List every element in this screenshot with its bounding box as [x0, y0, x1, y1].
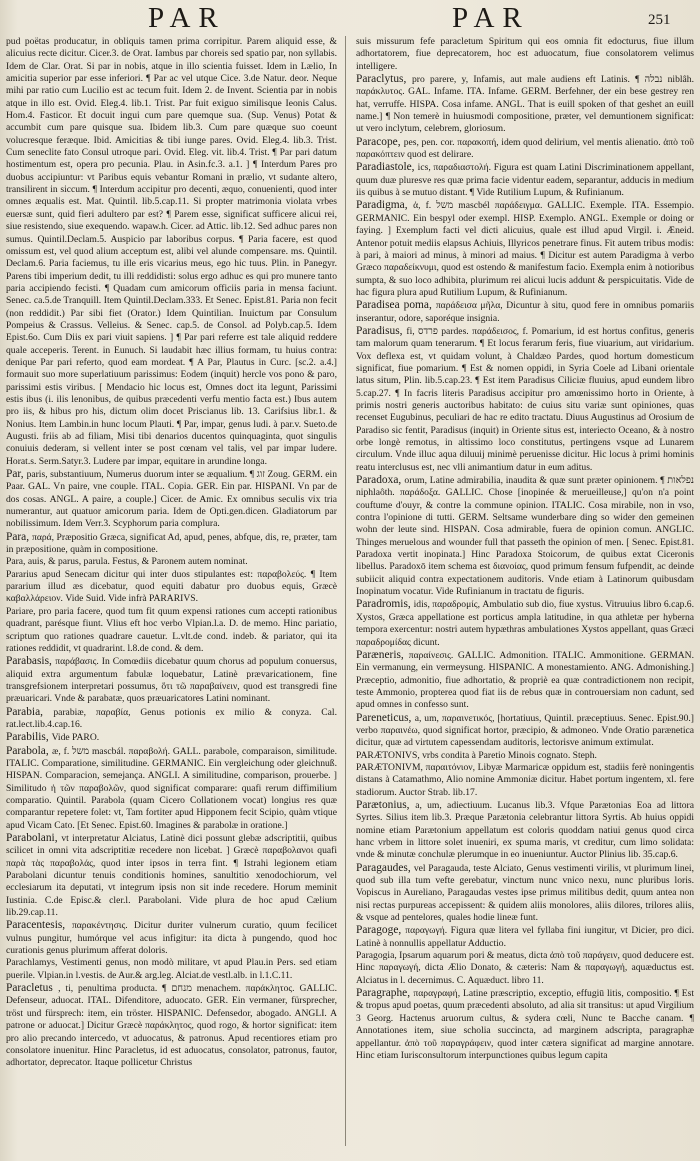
dictionary-entry	[356, 598, 694, 648]
entry-headword: Paragoge,	[356, 924, 406, 937]
entry-text: Para, auis, & parus, parula. Festus, & Paronem autem nominat.	[6, 556, 248, 568]
dictionary-entry	[6, 745, 337, 832]
entry-headword: Parabolani,	[6, 832, 62, 844]
entry-text: a, um, παραινετικός, [hortatiuus, Quintil. præceptiuus. Senec. Epist.90.] verbo παραινέω, quod significat hortor, præcipio, & admoneo. Vnde Oratio parænetica dicitur, quæ ad virtutem capessendam auditoris, lectorisve animum extimulat.	[356, 712, 694, 749]
entry-headword: Parabia,	[6, 705, 54, 718]
entry-text: Paragogia, Ipsarum aquarum pori & meatus, dicta ἀπὸ τοῦ παράγειν, quod deducere est. Hinc παραγωγή, dicta Ælio Donato, & cæteris: Nam & παραγωγή, aquæductus est. Alciatus in l. decernimus. C. Aquæduct. libro 11.	[356, 950, 694, 986]
dictionary-entry	[356, 987, 694, 1062]
entry-text: παραίνεσις. GALLIC. Admonition. ITALIC. Ammonitione. GERMAN. Ein vermanung, ein vermeysung. HISPANIC. A monestamiento. ANG. Admonishing.] Præceptio, admonitio, fiue adhortatio, & propriè ea quæ contradictionem non recipit, teste Ammonio, propterea quod fiat iis de rebus quæ in controuersiam non cadunt, sed apud omnes in confesso sunt.	[356, 649, 694, 711]
dictionary-entry	[6, 655, 337, 705]
entry-text: paris, substantiuum, Numerus duorum inter se æqualium. ¶ זוג Zoug. GERM. ein Paar. GAL. Vn paire, vne couple. ITAL. Copia. GER. Ein par. HISPANI. Vn par de dos cosas. ANGL. A paire, a couple.] Cicer. de Amic. Ex omnibus seculis vix tria numerantur, aut quatuor amicorum paria. Idem de Opti.gen.dicen. Gladiatorum par nobilissimum. Idem Verr.3. Scyphorum paria complura.	[6, 469, 337, 530]
dictionary-entry	[356, 199, 694, 299]
entry-text: pud poëtas producatur, in obliquis tamen prima corripitur. Parem aliquid esse, & alicuius recte dicitur. Cicer.3. de Orat. Iambus par choreis sed spatio par, non syllabis. Idem de Clar. Orat. Si par in nobis, atque in illo scientia fuisset. Idem in Lælio, In amicitia superior par esse inferiori. ¶ Par ac vel utque Cice. 3.de Natur. deor. Neque mihi par ratio cum Lucilio est ac tecum fuit. Idem 2. de Invent. Scientia par in nobis atque in illo est. Ovid. Eleg.4. lib.1. Trist. Par fuit exiguo similisque Ieonis Calus. Hom.4. Fasticor. Et docuit ingui cum pare quemque sua. (Sup. Venus) Potat & accumbit cum pare quisque sua. Ibidem lib.3. Cum pare quæque suo coeunt volucresque feræque. Ibid. Amicitias & tibi iunge pares. Ovid. Eleg.4. lib.3. Trist. Cum seneclite fato Consul utroque pari. Ovid. Eleg. vit. lib.4. Trist. ¶ Par pari datum hostimentum est, opera pro pecunia. Plau. in Asin.fc.3. a.1. ] ¶ Interdum Pares pro duobus accipiuntur: vt Paribus equis vebantur Romani in prælio, vt sudante altero, transilirent in siccum. ¶ Interdum accipitur pro decenti, æquo, conuenienti, quod inter omnes æqualis est. Mat. Quintil. lib.5.cap.11. Si propter matrimonia violata vrbes euersæ sunt, quid fieri adultero par est? ¶ Parem esse, significat sufficere alicui rei, siue resistendo, siue exequendo. wapaw.h. Cicer. ad Attic. lib.12. Sed adhuc pares non sumus. Quintil.Declam.5. Auspicio par laboribus corpus. ¶ Paria facere, est quod omissum est, vel quod alium acceptum est, alibi vel alunde compensare. ms. Quintil. Declam.6. Paria faciemus, tu ille eris vicarius meus, ego hic tuus. Plin. in Panegyr. Parens tibi imperium dedit, tu illi reddidisti: solus ergo adhuc es qui pro munere tanto paria accipiendo fecisti. ¶ Quadam cum amicorum officiis paria in mensa faciunt. Senec. ca.5.de Tranquill. Item Quintil.Declam.333. Et Senec. Epist.81. Paria non fecit (non reddidit.) Par sibi fiet (Orator.) Idem Quintilian. Inuictum par Consulum Pompeius & Crassus. Velleius. & Senec. cap.5. de Consol. ad Polyb.cap.5. Idem Epist.6o. Cum Diis ex pari viuit sapiens. ] ¶ Par pari referre est tale aliquid reddere quale acceperis. Terent. in Eunuch. Si laudabit hæc illius formam, tu huius contra: denique Par pari referto, quod eam mordeat. ¶ A Par, Plautus in Curc. [sc.2. a.4.] formauit suo more superlatiuum parissimus: Eodem (inquit) hercle vos pono & paro, parissimi estis viribus. [ Mendacio hic locus est, Omnes doct ita legunt, Parissimi estis ibus (i. ilis lenonibus, de quibus præcedenti verfu mentio facta est.) Ibus autem pro iis, & hibus pro his, dictum olim docet Priscianus lib. 13. Carifsius libr.1. & Nonius. Item Lambin.in hunc locum Plauti. ¶ Par, impar, genus ludi. à par.v. Sueto.de Augusti. friis ab ad filiam, Misi tibi denarios ducentos quinquaginta, quot singulis conuiuis dederam, si vellent inter se post cœnam vel talis, vel par impar ludere. Horat.s. Serm.Satyr.3. Ludere par impar, equitare in arundine longa.	[6, 36, 337, 467]
entry-headword: Parabilis,	[6, 731, 52, 744]
dictionary-entry	[6, 919, 337, 957]
entry-text: vel Paragauda, teste Alciato, Genus vestimenti virilis, vt plurimum linei, quod sub illa tum vefte gerebatur, vinctum nunc vnico nexu, nunc pluribus loris. Vopiscus in Aureliano, Paragaudas vestes ipse primus militibus dedit, quum antea non nisi rectas purpureas accepissent: & quidem aliis monolores, aliis dilores, trilores aliis, & vsque ad pentelores, quales hodie lineæ funt.	[356, 862, 694, 924]
entry-headword: Paracletus	[6, 982, 59, 995]
dictionary-entry	[356, 474, 694, 598]
dictionary-entry	[356, 73, 694, 136]
dictionary-entry	[356, 136, 694, 162]
right-column	[356, 36, 694, 1154]
dictionary-entry	[356, 750, 694, 762]
dictionary-entry	[356, 924, 694, 950]
page-number: 251	[648, 12, 671, 28]
entry-headword: Paragaudes,	[356, 861, 414, 874]
dictionary-entry	[6, 982, 337, 1069]
dictionary-entry	[356, 862, 694, 925]
entry-text: PARÆTONIVS, vrbs condita à Paretio Minois cognato. Steph.	[356, 749, 597, 761]
entry-headword: Paradiastole,	[356, 161, 418, 174]
entry-text: parabiæ, παραβία, Genus potionis ex milio & conyza. Cal. rat.lect.lib.4.cap.16.	[6, 706, 337, 730]
dictionary-entry	[356, 36, 694, 73]
entry-headword: Paraclytus,	[356, 73, 412, 86]
entry-text: , ti, penultima producta. ¶ מנחם menachem. παράκλητος. GALLIC. Defenseur, aduocat. ITAL. Difenditore, aduocato. GER. Ein vermaner, fürsprecher, tröst und fürsprech: item, ein tröster. HISPANIC. Defensedor, abogado. ANGLI. A patrone or aduocat.] Dicitur Græcè παράκλητος, quod rogo, & hortor significat: item pro alio precando intercedo, vt aduocatus, & patronus. Apud recentiores etiam pro consolatore inuenitur. Hinc Paracletus, id est aduocatus, consolator, patronus, fautor, adhortator, deprecator. Itaque pollicetur Christus	[6, 983, 337, 1069]
entry-headword: Paræneris,	[356, 648, 409, 661]
entry-headword: Paracope,	[356, 135, 404, 148]
entry-text: orum, Latine admirabilia, inaudita & quæ sunt præter opinionem. ¶ נפלאות niphlaôth. παράδοξα. GALLIC. Chose [inopinée & merueilleuse,] qu'on n'a point couftume d'ouyr, & contre la commune opinion. ITALIC. Cosa mirabile, non in vso, contra l'opinione di tutti. GERM. Seltsame wunderbare ding so wider den gemeinen wohn der leute sind. HISPAN. Cosa admirable, fuera de opinion comun. ANGLIC. Thinges meruelous and wounder full that passeth the opinion of men. [ Senec. Epist.81. Paradoxa vertit inopinata.] Hinc Paradoxa Stoicorum, de quibus extat Ciceronis libellus. Paradoxō item schema est διανοίας, quod primum fensum fufpendit, ac deinde subiicit aliquid contra expectationem auditoris. Vnde etiam à Latinorum quibusdam Inopinatum vocatur. Vide Rufinianum in tractatu de figuris.	[356, 475, 694, 598]
dictionary-entry	[6, 706, 337, 732]
dictionary-entry	[356, 325, 694, 474]
dictionary-entry	[356, 161, 694, 199]
entry-headword: Paradoxa,	[356, 474, 405, 487]
entry-headword: Paragraphe,	[356, 987, 414, 1000]
dictionary-entry	[356, 712, 694, 750]
entry-headword: Parabasis,	[6, 655, 56, 668]
entry-headword: Paradisus,	[356, 324, 407, 337]
entry-text: Parachlamys, Vestimenti genus, non modò militare, vt apud Plau.in Pers. sed etiam puerile. Vlpian.in l.vestis. de Aur.& arg.leg. Alciat.de vestl.alb. in l.1.C.11.	[6, 957, 337, 981]
dictionary-entry	[356, 649, 694, 712]
entry-text: æ, f. משל mascbál. παραβολή. GALL. parabole, comparaison, similitude. ITALIC. Comparatione, similitudine. GERMANIC. Ein vergleichung oder gleichnuß. HISPAN. Comparacion, semejança. ANGLI. A similitudine, comparison, prouerbe. ] Similitudo ἡ τῶν παραβολῶν, quod significat comparare: quafi rerum diffimilium comparatio. Quintil. Parabola (quam Cicero Collationem vocat) longius res quæ comparantur repetere folet: vt, Tam fortiter apud Hipponem fecit Scipio, quàm vtique apud Vicam Cato. [Et Senec. Epist.60. Imagines & parabolæ in oratione.]	[6, 745, 337, 831]
entry-text: PARÆTONIVM, παραιτόνιον, Libyæ Marmaricæ oppidum est, stadiis ferè noningentis distans à Catamathmo, Alio nomine Ammoniæ dicitur. Habet portum ingentem, xl. fere stadiorum. Auctor Strab. lib.17.	[356, 761, 694, 798]
dictionary-entry	[6, 957, 337, 982]
entry-headword: Paradigma,	[356, 199, 414, 212]
entry-text: ἁ, f. משל mascbél παράδειγμα. GALLIC. Exemple. ITA. Essempio. GERMANIC. Ein bespyl oder exempl. HISP. Exemplo. ANGL. Exemple or doing or faying. ] Exemplum facti vel dicti alicuius, quale est illud apud Virgil. i. Æneid. Antenor potuit mediis elapsus Achiuis, Illyricos penetrare finus. Fit autem tribus modis: à pari, à maiori ad minus, à minori ad maius. ¶ Dicitur est autem Paradigma à verbo Græco παραδείκνυμι, quod est ostendo & manifestum facio. Exempla enim à notioribus sumpta, & suo loco adhibita, plurimum rei alicui lucis addunt & perspicuitatis. Vide de hac figura plura apud Rutilium Lupum, & Rufinianum.	[356, 200, 694, 298]
dictionary-entry	[6, 832, 337, 919]
entry-headword: Parætonius,	[356, 798, 416, 811]
entry-headword: Paradromis,	[356, 598, 414, 611]
entry-text: Pariare, pro paria facere, quod tum fit quum expensi rationes cum accepti rationibus quadrant, parésque fiunt. Vlius eft hoc verbo Vlpian.l.a. D. de memo. Hinc pariatio, scriptum quo rationes quadrare cauetur. L.vlt.de cond. indeb. & pariator, qui ita rationes reddidit, vt quadrarint. l.8.de cond. & dem.	[6, 605, 337, 654]
entry-text: fi, פרדס pardes. παράδεισος, f. Pomarium, id est hortus confitus, generis tam malorum quam tenerarum. ¶ Et locus ferarum feris, fiue viuarium, aut viridarium. Vox deflexa est, vt quidam volunt, à Chaldæo Pardes, quod hortum domesticum significat, fiue pomarium. ¶ Est & nomen oppidi, in Syria Coele ad Libani orientale latus situm, Plin. lib.5.cap.23. ¶ Est item Paradisus Ciliciæ fluuius, apud eundem libro 5.cap.27. ¶ In facris literis Paradisus accipitur pro amœnissimo horto in Oriente, à primis nostri generis auctoribus habitato: de cuius situ variæ sunt opiniones, quas recenset Eugubinus, peculiari de hac re edito tractatu. Diuus Augustinus ad Orosium de Paradiso sic fentit, Paradisus (inquit) in Oriente situs est, interiecto Oceano, & à nostro orbe longè remotus, in altissimo loco constitutus, pertingens vsque ad Lunarem circulum. Vnde illuc aqua diluuij minimè peruenisse dicitur. Hic locus à primi hominis reatu interclusus est, nec vlli animantium datur in eum aditus.	[356, 325, 694, 473]
dictionary-entry	[6, 606, 337, 655]
dictionary-entry	[356, 950, 694, 987]
entry-text: Vide PARO.	[51, 732, 100, 744]
entry-headword: Par,	[6, 468, 27, 481]
entry-headword: Paradisea poma,	[356, 299, 436, 312]
dictionary-entry	[356, 762, 694, 799]
entry-text: vt interpretatur Alciatus, Latinè dici possunt glebæ adscriptitii, quibus scilicet in omni vita adscriptitiæ recedere non licebat. ] Græcè παραβολανοι quafi παρὰ τὰς παραβολάς, quod inter ipsos in terra fint. ¶ Istrahi legionem etiam Parabolani dicuntur tenuis conditionis homines, sanultitio xenodochiorum, vel ecclesiarum ita deputati, vt integrum ipsis non sit inde recedere. Horum meminit Iustinia. C.de Episc.& cler.l. Parabolani. Vide plura de hoc apud Cælium lib.29.cap.11.	[6, 833, 337, 919]
entry-text: παραγραφή, Latine præscriptio, exceptio, effugiū litis, compositio. ¶ Est & tropus apud poetas, quum præcedenti absoluto, ad alia sit transitus: ut apud Virgilium 3 Georg. Hactenus aruorum cultus, & sydera cœli, Nunc te Bacche canam. ¶ Annotationes item, siue scholia succincta, ad marginem adscripta, paragraphæ appellantur. ἀπὸ τοῦ παραγράφειν, quod inter cætera significat ad margine annotare. Hinc etiam Iurisconsultorum interpunctiones quibus legum capita	[356, 988, 694, 1061]
dictionary-entry	[356, 799, 694, 862]
right-running-head: PAR	[452, 2, 530, 34]
dictionary-entry	[6, 531, 337, 557]
entry-text: a, um, adiectiuum. Lucanus lib.3. Vfque Parætonias Eoa ad littora Syrtes. Silius item lib.3. Præque Parætonia celebrantur littora Syrtis. Ab huius oppidi nomine etiam Parætonium appellatum est coloris quoddam natiui genus quod circa hanc vrbem in littore solet inueniri, ex spuma maris, vt creditur, cum limo solidata: vnde & minutæ conchulæ plerumque in eo inueniuntur. Auctor Plinius lib. 35.cap.6.	[356, 799, 694, 861]
dictionary-entry	[356, 299, 694, 325]
entry-text: pes, pen. cor. παρακοπή, idem quod delirium, vel mentis alienatio. ἀπὸ τοῦ παρακόπτειν quod est delirare.	[356, 136, 694, 161]
dictionary-entry	[6, 569, 337, 606]
entry-headword: Para,	[6, 530, 32, 543]
dictionary-entry	[6, 731, 337, 744]
entry-text: suis missurum fefe paracletum Spiritum qui eos omnia fit edocturus, fiue illum adhortatorem, fiue deprecatorem, hoc est aduocatum, fiue consolatorem velimus intelligere.	[356, 36, 694, 72]
running-header	[0, 2, 700, 36]
entry-headword: Paracentesis,	[6, 919, 72, 932]
entry-text: idis, παραδρομίς, Ambulatio sub dio, fiue xystus. Vitruuius libro 6.cap.6. Xystos, Græca appellatione est porticus ampla latitudine, in qua athletæ per hyberna tempora exercentur: nostri autem hypæthras ambulationes Xystos appellant, quas Græci παραδρομίδας dicunt.	[356, 599, 694, 648]
dictionary-entry	[6, 468, 337, 531]
entry-headword: Pareneticus,	[356, 711, 415, 724]
entry-text: παράβασις. In Comœdiis dicebatur quum chorus ad populum conuersus, aliquid extra argumentum fabulæ loquebatur, Latinè prævaricationem, fine transgrefsionem interpretari possumus, ὅτι τῶ παραβαίνειν, quod est transgredi fine præuaricari. Vnde & parabatæ, quos præuaricatores Latini nominant.	[6, 656, 337, 705]
entry-text: Pararius apud Senecam dicitur qui inter duos stipulantes est: παραβολεύς. ¶ Item pararium illud æs dicebatur, quod equiti dabatur pro duobus equis, Græcè καβαλλάρειον. Vide Suid. Vide infrà PARARIVS.	[6, 568, 337, 605]
dictionary-entry	[6, 36, 337, 468]
entry-text: παράδεισα μῆλα, Dicuntur à situ, quod fere in omnibus pomariis inserantur, odore, saporéque insignia.	[356, 300, 694, 324]
entry-text: παρά, Præpositio Græca, significat Ad, apud, penes, abfque, dis, re, præter, tam in præpositione, quàm in compositione.	[6, 531, 337, 556]
left-running-head: PAR	[148, 2, 226, 34]
dictionary-entry	[6, 556, 337, 568]
entry-headword: Parabola,	[6, 744, 53, 757]
entry-text: παρακέντησις. Dicitur duriter vulnerum curatio, quum fecilicet vulnus pungitur, humórque vel acus infigitur: ita dicta à pungendo, quod hoc curationis genus plurimum afferat doloris.	[6, 920, 337, 957]
entry-text: pro parere, y, Infamis, aut male audiens eft Latinis. ¶ נבלה niblâh. παράκλυτος. GAL. Infame. ITA. Infame. GERM. Berfehner, der ein bese gestrey ren hat, verruffe. HISPA. Cosa infame. ANGL. That is euill spoken of that geshet an euill name.] ¶ Non temerè in huiusmodi compositione, præter, vel demuntionem significat: ut vero inclytum, celebrem, gloriosum.	[356, 74, 694, 135]
entry-text: ics, παραδιαστολή. Figura est quam Latini Discriminationem appellant, quum duæ pluresve res quæ prima facie videntur eadem, separantur, adducis in medium iis quibus à se mutuo distant. ¶ Vide Rutilium Lupum, & Rufinianum.	[356, 162, 694, 199]
entry-text: παραγωγή. Figura quæ litera vel fyllaba fini iungitur, vt Dicier, pro dici. Latinè à nonnullis appellatur Adductio.	[356, 925, 694, 949]
column-divider	[345, 36, 346, 1146]
left-column	[6, 36, 337, 1154]
